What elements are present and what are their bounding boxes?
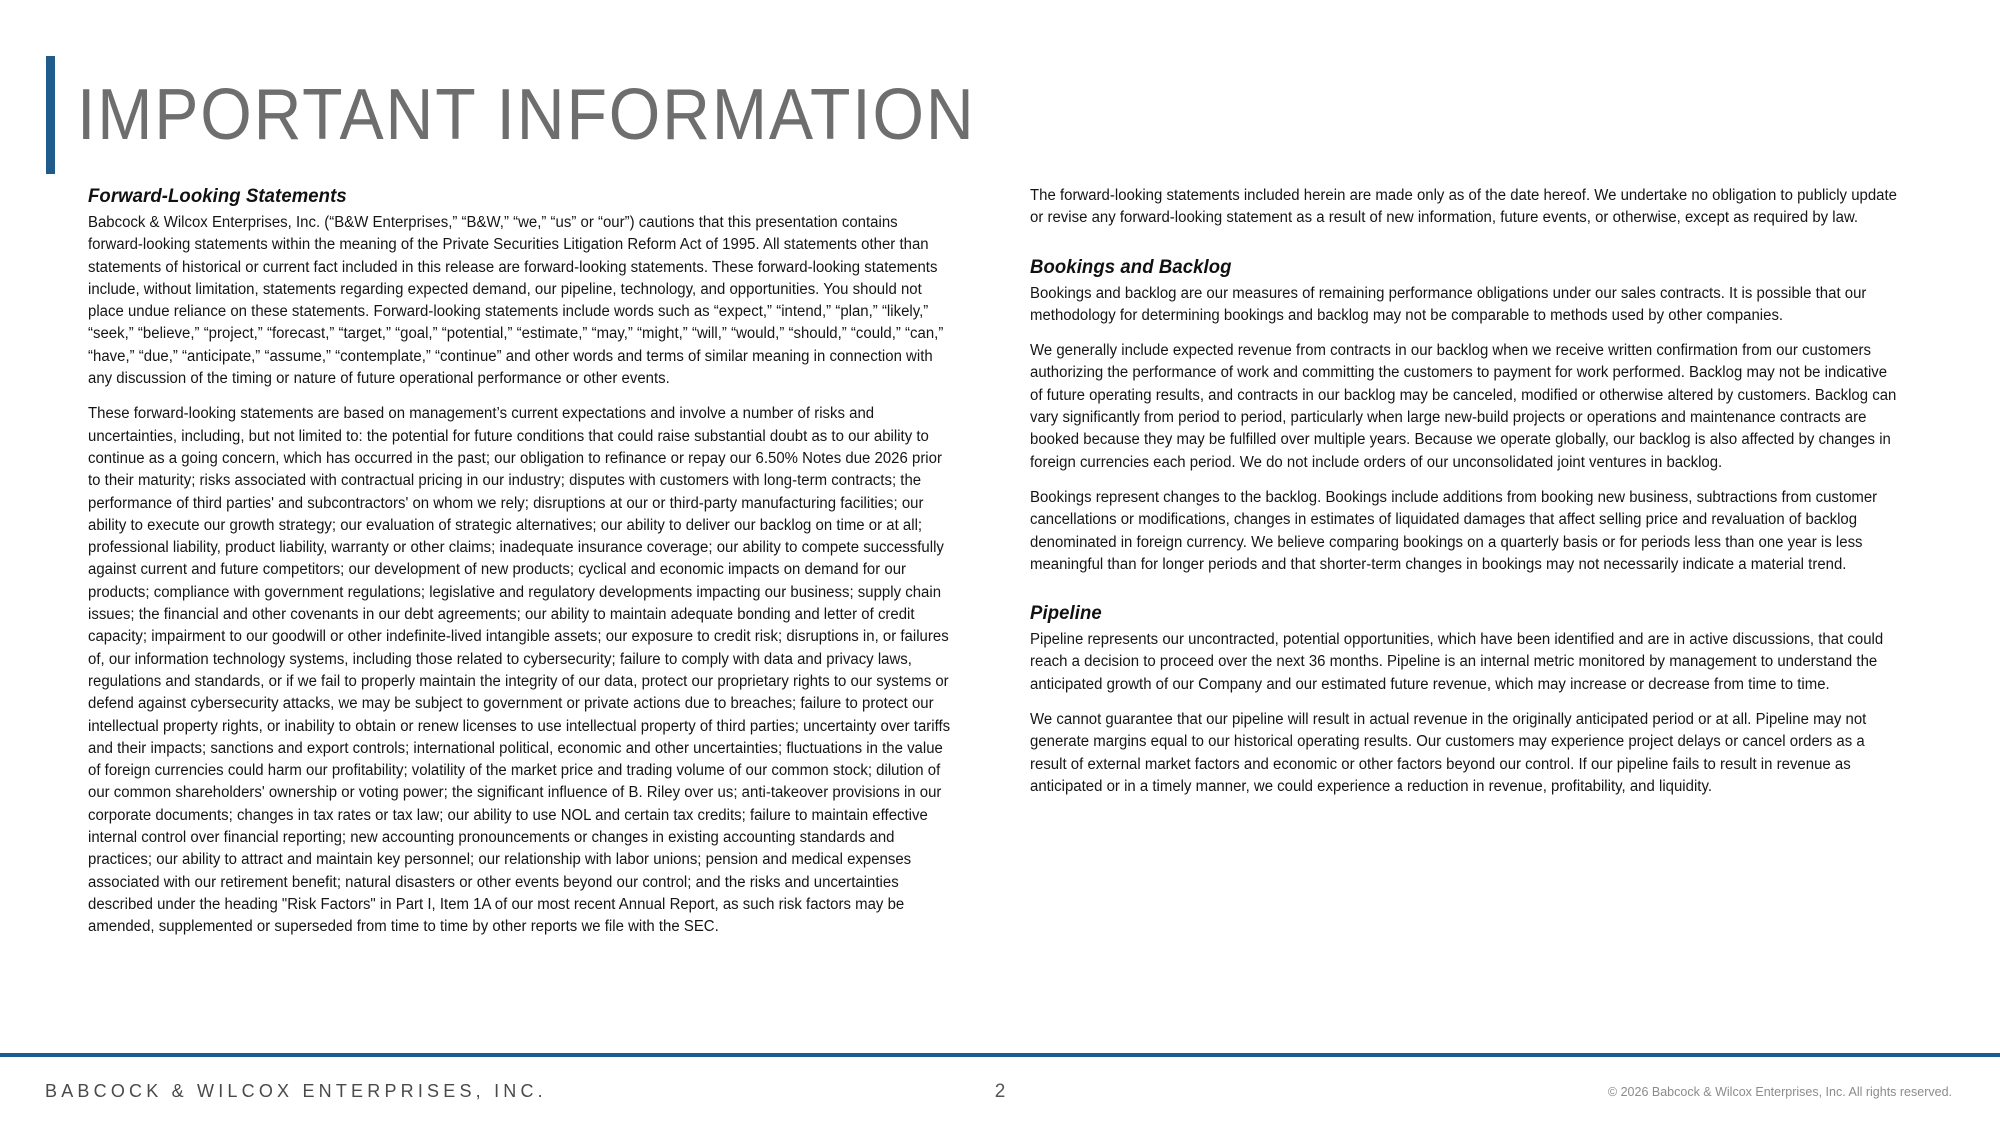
- slide-title-block: [46, 56, 1054, 174]
- section-heading-forward-looking-statements: Forward-Looking Statements: [88, 185, 347, 207]
- title-accent-bar: [46, 56, 55, 174]
- page-title: IMPORTANT INFORMATION: [77, 75, 976, 155]
- footer-copyright: © 2026 Babcock & Wilcox Enterprises, Inc. All rights reserved.: [1607, 1085, 1952, 1099]
- left-column: [88, 185, 983, 939]
- paragraph: Pipeline represents our uncontracted, potential opportunities, which have been identified and are in active discussions, that could reach a decision to proceed over the next 36 months. Pipeline is an internal metric monitored by management to understand the anticipated growth of our Company and our estimated future revenue, which may increase or decrease from time to time.: [1030, 631, 1884, 693]
- paragraph: These forward-looking statements are based on management’s current expectations and involve a number of risks and uncertainties, including, but not limited to: the potential for future conditions that could raise substantial doubt as to our ability to continue as a going concern, which has occurred in the past; our obligation to refinance or repay our 6.50% Notes due 2026 prior to their maturity; risks associated with contractual pricing in our industry; disputes with customers with long-term contracts; the performance of third parties' and subcontractors' on whom we rely; disruptions at our or third-party manufacturing facilities; our ability to execute our growth strategy; our evaluation of strategic alternatives; our ability to deliver our backlog on time or at all; professional liability, product liability, warranty or other claims; inadequate insurance coverage; our ability to compete successfully against current and future competitors; our development of new products; cyclical and economic impacts on demand for our products; compliance with government regulations; legislative and regulatory developments impacting our business; supply chain issues; the financial and other covenants in our debt agreements; our ability to maintain adequate bonding and letter of credit capacity; impairment to our goodwill or other indefinite-lived intangible assets; our exposure to credit risk; disruptions in, or failures of, our information technology systems, including those related to cybersecurity; failure to comply with data and privacy laws, regulations and standards, or if we fail to properly maintain the integrity of our data, protect our proprietary rights to our systems or defend against cybersecurity attacks, we may be subject to government or private actions due to breaches; failure to protect our intellectual property rights, or inability to obtain or renew licenses to use intellectual property of third parties; uncertainty over tariffs and their impacts; sanctions and export controls; international political, economic and other uncertainties; fluctuations in the value of foreign currencies could harm our profitability; volatility of the market price and trading volume of our common stock; dilution of our common shareholders' ownership or voting power; the significant influence of B. Riley over us; anti-takeover provisions in our corporate documents; changes in tax rates or tax law; our ability to use NOL and certain tax credits; failure to maintain effective internal control over financial reporting; new accounting pronouncements or changes in existing accounting standards and practices; our ability to attract and maintain key personnel; our relationship with labor unions; pension and medical expenses associated with our retirement benefit; natural disasters or other events beyond our control; and the risks and uncertainties described under the heading "Risk Factors" in Part I, Item 1A of our most recent Annual Report, as such risk factors may be amended, supplemented or superseded from time to time by other reports we file with the SEC.: [88, 405, 951, 936]
- footer-company-name: BABCOCK & WILCOX ENTERPRISES, INC.: [45, 1081, 547, 1101]
- paragraph: Bookings represent changes to the backlog. Bookings include additions from booking new business, subtractions from customer cancellations or modifications, changes in estimates of liquidated damages that affect selling price and revaluation of backlog denominated in foreign currency. We believe comparing bookings on a quarterly basis or for periods less than one year is less meaningful than for longer periods and that shorter-term changes in bookings may not necessarily indicate a material trend.: [1030, 488, 1878, 573]
- right-column: [1030, 185, 1925, 798]
- slide-footer: [0, 1057, 2000, 1125]
- paragraph: Bookings and backlog are our measures of remaining performance obligations under our sales contracts. It is possible that our methodology for determining bookings and backlog may not be comparable to methods used by other companies.: [1030, 284, 1867, 324]
- paragraph: The forward-looking statements included herein are made only as of the date hereof. We undertake no obligation to publicly update or revise any forward-looking statement as a result of new information, future events, or otherwise, except as required by law.: [1030, 187, 1897, 227]
- section-heading-bookings-and-backlog: Bookings and Backlog: [1030, 255, 1232, 278]
- paragraph: We generally include expected revenue from contracts in our backlog when we receive written confirmation from our customers authorizing the performance of work and committing the customers to payment for work performed. Backlog may not be indicative of future operating results, and contracts in our backlog may be canceled, modified or otherwise altered by customers. Backlog can vary significantly from period to period, particularly when large new-build projects or operations and maintenance contracts are booked because they may be fulfilled over multiple years. Because we operate globally, our backlog is also affected by changes in foreign currencies each period. We do not include orders of our unconsolidated joint ventures in backlog.: [1030, 342, 1897, 471]
- paragraph: Babcock & Wilcox Enterprises, Inc. (“B&W Enterprises,” “B&W,” “we,” “us” or “our”) cautions that this presentation contains forward-looking statements within the meaning of the Private Securities Litigation Reform Act of 1995. All statements other than statements of historical or current fact included in this release are forward-looking statements. These forward-looking statements include, without limitation, statements regarding expected demand, our pipeline, technology, and opportunities. You should not place undue reliance on these statements. Forward-looking statements include words such as “expect,” “intend,” “plan,” “likely,” “seek,” “believe,” “project,” “forecast,” “target,” “goal,” “potential,” “estimate,” “may,” “might,” “will,” “would,” “should,” “could,” “can,” “have,” “due,” “anticipate,” “assume,” “contemplate,” “continue” and other words and terms of similar meaning in connection with any discussion of the timing or nature of future operational performance or other events.: [88, 214, 944, 388]
- paragraph: We cannot guarantee that our pipeline will result in actual revenue in the originally anticipated period or at all. Pipeline may not generate margins equal to our historical operating results. Our customers may experience project delays or cancel orders as a result of external market factors and economic or other factors beyond our control. If our pipeline fails to result in revenue as anticipated or in a timely manner, we could experience a reduction in revenue, profitability, and liquidity.: [1030, 711, 1867, 795]
- page-number: 2: [994, 1081, 1006, 1102]
- section-heading-pipeline: Pipeline: [1030, 602, 1102, 625]
